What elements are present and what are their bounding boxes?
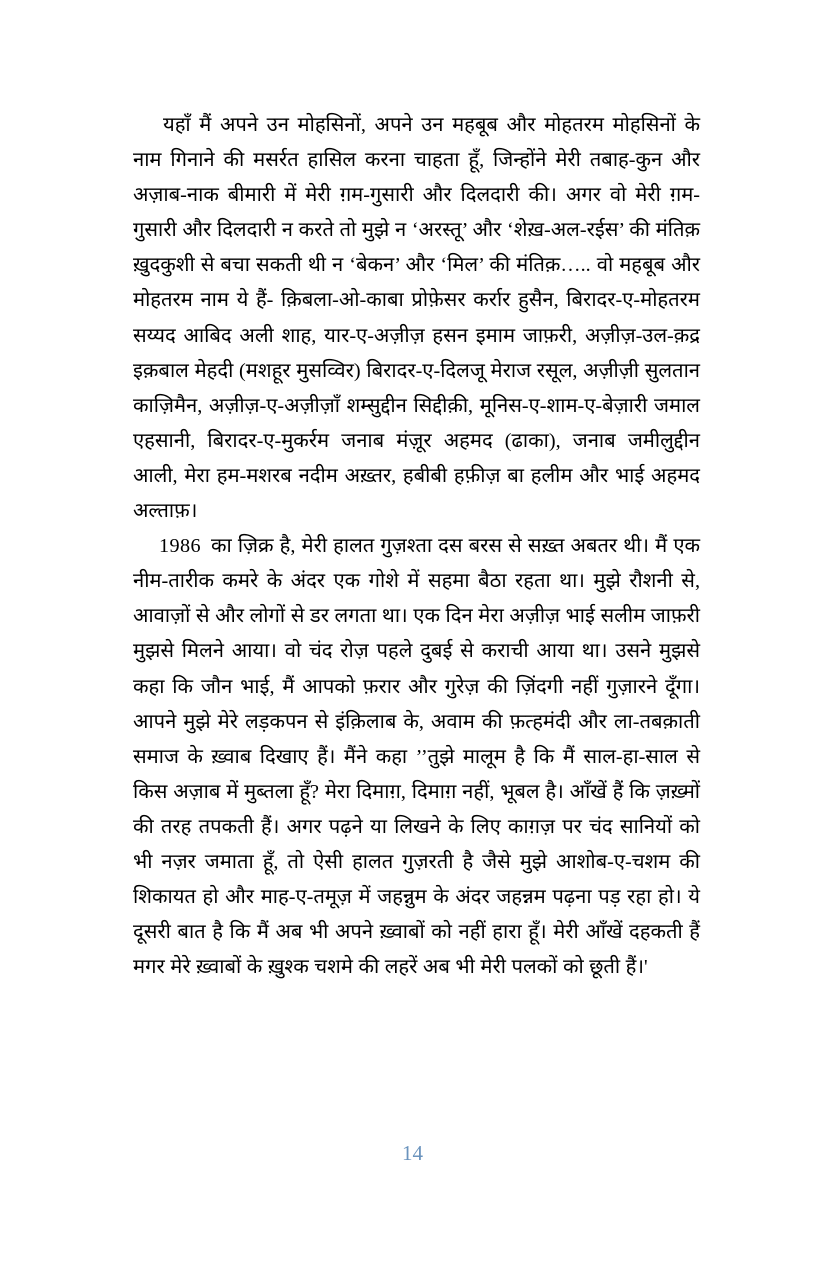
paragraph-2-text: का ज़िक्र है, मेरी हालत गुज़श्ता दस बरस से सख़्त अबतर थी। मैं एक नीम-तारीक कमरे के अंदर एक गोशे में सहमा बैठा रहता था। मुझे रौशनी से, आवाज़ों से और लोगों से डर लगता था। एक दिन मेरा अज़ीज़ भाई सलीम जाफ़री मुझसे मिलने आया। वो चंद रोज़ पहले दुबई से कराची आया था। उसने मुझसे कहा कि जौन भाई, मैं आपको फ़रार और गुरेज़ की ज़िंदगी नहीं गुज़ारने दूँगा। आपने मुझे मेरे लड़कपन से इंक़िलाब के, अवाम की फ़त्हमंदी और ला-तबक़ाती समाज के ख़्वाब दिखाए हैं। मैंने कहा ’’तुझे मालूम है कि मैं साल-हा-साल से किस अज़ाब में मुब्तला हूँ? मेरा दिमाग़, दिमाग़ नहीं, भूबल है। आँखें हैं कि ज़ख़्मों की तरह तपकती हैं। अगर पढ़ने या लिखने के लिए काग़ज़ पर चंद सानियों को भी नज़र जमाता हूँ, तो ऐसी हालत गुज़रती है जैसे मुझे आशोब-ए-चशम की शिकायत हो और माह-ए-तमूज़ में जहन्नुम के अंदर जहन्नम पढ़ना पड़ रहा हो। ये दूसरी बात है कि मैं अब भी अपने ख़्वाबों को नहीं हारा हूँ। मेरी आँखें दहकती हैं मगर मेरे ख़्वाबों के ख़ुश्क चशमे की लहरें अब भी मेरी पलकों को छूती हैं।' — [133, 535, 700, 979]
paragraph-2 — [133, 529, 700, 985]
paragraph-1-text: यहाँ मैं अपने उन मोहसिनों, अपने उन महबूब और मोहतरम मोहसिनों के नाम गिनाने की मसर्रत हासिल करना चाहता हूँ, जिन्होंने मेरी तबाह-कुन और अज़ाब-नाक बीमारी में मेरी ग़म-गुसारी और दिलदारी की। अगर वो मेरी ग़म-गुसारी और दिलदारी न करते तो मुझे न ‘अरस्तू’ और ‘शेख़-अल-रईस’ की मंतिक़ ख़ुदकुशी से बचा सकती थी न ‘बेकन’ और ‘मिल’ की मंतिक़….. वो महबूब और मोहतरम नाम ये हैं- क़िबला-ओ-काबा प्रोफ़ेसर कर्रार हुसैन, बिरादर-ए-मोहतरम सय्यद आबिद अली शाह, यार-ए-अज़ीज़ हसन इमाम जाफ़री, अज़ीज़-उल-क़द्र इक़बाल मेहदी (मशहूर मुसव्विर) बिरादर-ए-दिलजू मेराज रसूल, अज़ीज़ी सुलतान काज़िमैन, अज़ीज़-ए-अज़ीज़ाँ शम्सुद्दीन सिद्दीक़ी, मूनिस-ए-शाम-ए-बेज़ारी जमाल एहसानी, बिरादर-ए-मुकर्रम जनाब मंज़ूर अहमद (ढाका), जनाब जमीलुद्दीन आली, मेरा हम-मशरब नदीम अख़्तर, हबीबी हफ़ीज़ बा हलीम और भाई अहमद अल्ताफ़। — [133, 114, 700, 523]
page-number: 14 — [402, 1141, 423, 1165]
paragraph-1 — [133, 108, 700, 529]
body-text-block — [133, 108, 700, 985]
year-label: 1986 — [159, 535, 201, 558]
